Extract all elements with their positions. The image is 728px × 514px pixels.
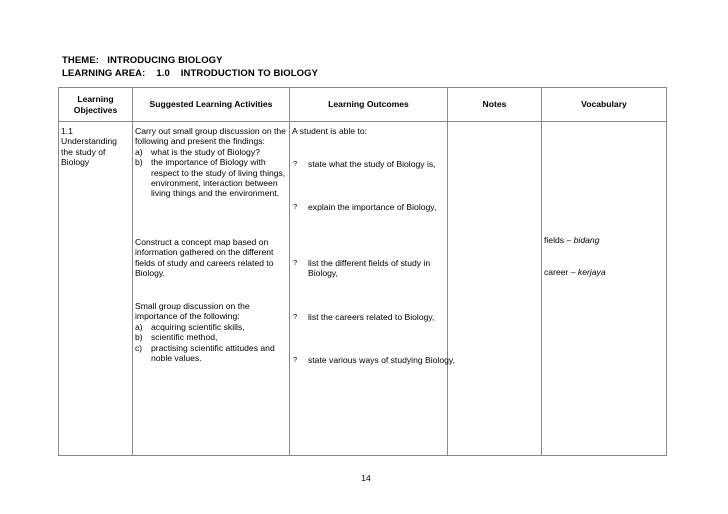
list-item: [135, 147, 287, 157]
table-header-row: [59, 88, 667, 122]
outcome-item: [292, 312, 462, 322]
header-vocabulary: Vocabulary: [542, 88, 667, 122]
activity-block-3-intro: Small group discussion on the importance of the following:: [135, 301, 250, 322]
outcome-item: [292, 355, 462, 365]
outcome-text: list the different fields of study in Biology,: [308, 257, 431, 279]
vocabulary-translation: kerjaya: [577, 267, 606, 277]
objective-title: Understanding the study of Biology: [61, 136, 117, 168]
outcomes-cell: [290, 122, 455, 456]
vocabulary-item: [544, 267, 664, 277]
list-item-text: scientific method,: [151, 332, 218, 343]
vocabulary-dash: –: [568, 267, 578, 277]
header-learning-outcomes: Learning Outcomes: [290, 88, 448, 122]
outcomes-intro: A student is able to:: [292, 126, 368, 136]
vocabulary-translation: bidang: [573, 235, 600, 245]
outcome-item: [292, 258, 462, 279]
objective-number: 1.1: [61, 126, 73, 136]
bullet-icon: ?: [293, 355, 298, 365]
outcome-text: state what the study of Biology is,: [308, 159, 436, 169]
activity-block-3: [135, 301, 287, 363]
header-notes: Notes: [448, 88, 542, 122]
page-number: 14: [361, 473, 371, 483]
list-item-text: what is the study of Biology?: [151, 146, 260, 157]
bullet-icon: ?: [293, 257, 298, 267]
vocabulary-term: career: [544, 267, 569, 277]
theme-heading: THEME: INTRODUCING BIOLOGY: [62, 55, 223, 66]
header-learning-objectives: Learning Objectives: [59, 88, 133, 122]
outcome-text: state various ways of studying Biology,: [308, 355, 455, 366]
learning-area-heading: LEARNING AREA: 1.0 INTRODUCTION TO BIOLOGY: [62, 68, 319, 79]
activity-block-1-intro: Carry out small group discussion on the following and present the findings:: [135, 126, 286, 147]
list-marker: a): [135, 321, 143, 332]
list-marker: b): [135, 332, 143, 343]
list-item-text: the importance of Biology with respect to the study of living things, environment, interaction between living things and the environment.: [151, 157, 286, 199]
bullet-icon: ?: [293, 202, 298, 212]
vocabulary-term: fields: [544, 235, 565, 245]
activity-block-1: [135, 126, 287, 199]
notes-cell: [448, 122, 542, 456]
outcome-item: [292, 202, 462, 212]
list-marker: a): [135, 146, 143, 157]
outcome-item: [292, 159, 462, 169]
syllabus-table: [58, 87, 667, 456]
vocabulary-cell: [542, 122, 667, 456]
vocabulary-item: [544, 235, 664, 245]
list-item: [135, 157, 287, 199]
list-item: [135, 322, 287, 332]
list-item: [135, 343, 287, 364]
activities-cell: [133, 122, 290, 456]
vocabulary-dash: –: [564, 235, 574, 245]
list-item-text: practising scientific attitudes and noble values.: [151, 342, 275, 364]
activity-block-2: Construct a concept map based on information gathered on the different fields of study and careers related to Biology.: [135, 237, 274, 279]
list-item: [135, 332, 287, 342]
outcome-text: list the careers related to Biology,: [308, 311, 435, 322]
header-suggested-activities: Suggested Learning Activities: [133, 88, 290, 122]
objectives-cell: [59, 122, 133, 456]
list-item-text: acquiring scientific skills,: [151, 321, 245, 332]
list-marker: c): [135, 342, 143, 353]
bullet-icon: ?: [293, 311, 298, 321]
table-row: [59, 122, 667, 456]
bullet-icon: ?: [293, 159, 298, 168]
outcome-text: explain the importance of Biology,: [308, 202, 437, 213]
list-marker: b): [135, 157, 143, 168]
